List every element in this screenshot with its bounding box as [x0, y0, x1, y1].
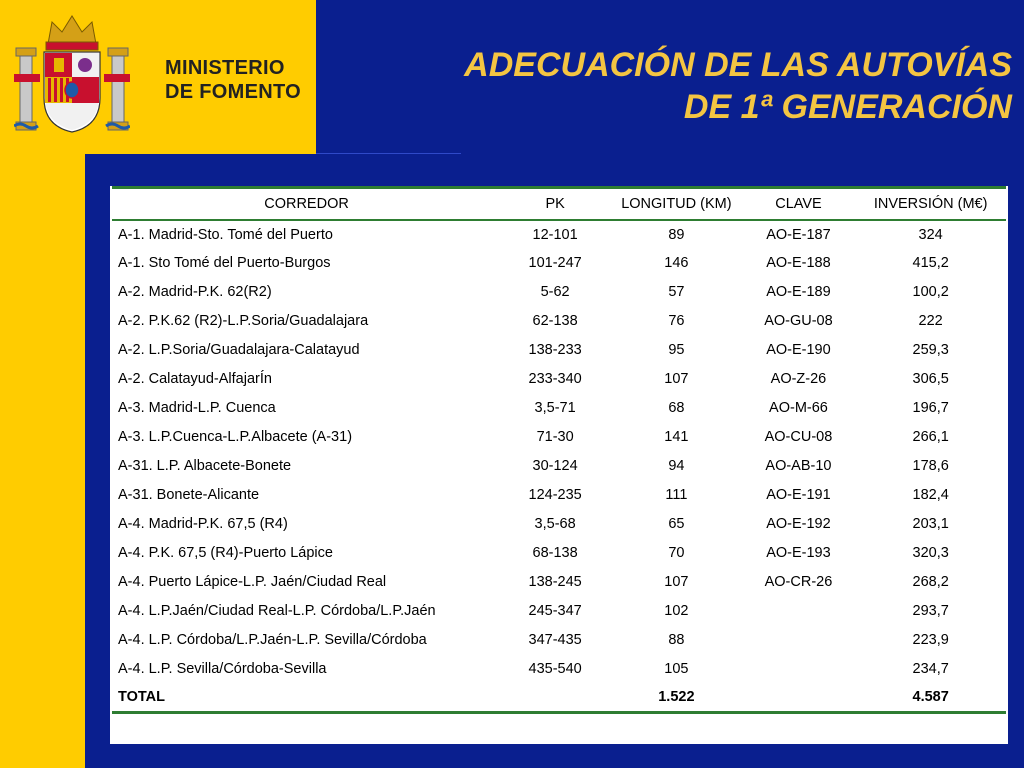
cell-clave: AO-E-190: [766, 342, 831, 358]
cell-longitud: 105: [664, 661, 689, 677]
cell-longitud: 95: [668, 342, 685, 358]
cell-clave: AO-AB-10: [765, 458, 832, 474]
cell-pk: 62-138: [532, 313, 578, 329]
cell-longitud: 107: [664, 574, 689, 590]
coat-of-arms-icon: [14, 14, 130, 136]
cell-longitud: 65: [668, 516, 685, 532]
cell-longitud: 107: [664, 371, 689, 387]
cell-inversion: 203,1: [912, 516, 949, 532]
cell-corredor: A-4. L.P.Jaén/Ciudad Real-L.P. Córdoba/L.P.Jaén: [118, 603, 436, 619]
cell-pk: 124-235: [528, 487, 582, 503]
cell-clave: AO-E-188: [766, 255, 831, 271]
cell-corredor: A-31. Bonete-Alicante: [118, 487, 260, 503]
total-cell-longitud: 1.522: [611, 684, 741, 713]
cell-corredor: A-31. L.P. Albacete-Bonete: [118, 458, 292, 474]
cell-longitud: 111: [665, 487, 688, 503]
cell-pk: 71-30: [536, 429, 574, 445]
cell-longitud: 57: [668, 284, 685, 300]
cell-pk: 3,5-68: [534, 516, 576, 532]
cell-pk: 138-233: [528, 342, 582, 358]
total-cell-clave: [742, 684, 856, 713]
cell-clave: AO-Z-26: [770, 371, 827, 387]
page-title: [464, 44, 1012, 128]
table-row: [112, 365, 1006, 394]
table-row: [112, 249, 1006, 278]
cell-clave: AO-CU-08: [764, 429, 833, 445]
header-longitud: LONGITUD (KM): [611, 188, 741, 220]
ministry-logo-block: [0, 0, 316, 154]
cell-clave: AO-M-66: [769, 400, 828, 416]
cell-longitud: 89: [668, 226, 685, 243]
cell-inversion: 293,7: [912, 603, 949, 619]
cell-pk: 245-347: [528, 603, 582, 619]
cell-longitud: 141: [664, 429, 689, 445]
header-divider: [316, 153, 461, 154]
cell-inversion: 324: [918, 226, 943, 243]
total-cell-inversion: 4.587: [855, 684, 1006, 713]
cell-clave: AO-GU-08: [764, 313, 833, 329]
table-row: [112, 626, 1006, 655]
cell-pk: 5-62: [540, 284, 570, 300]
cell-inversion: 266,1: [912, 429, 949, 445]
cell-inversion: 259,3: [912, 342, 949, 358]
table-panel: [110, 186, 1008, 744]
page-title-line1: ADECUACIÓN DE LAS AUTOVÍAS: [464, 46, 1012, 84]
cell-inversion: 320,3: [912, 545, 949, 561]
total-cell-corredor: TOTAL: [112, 684, 499, 713]
table-row: [112, 307, 1006, 336]
cell-corredor: A-2. Calatayud-AlfajarÍn: [118, 371, 272, 387]
cell-longitud: 146: [664, 255, 689, 271]
table-row: [112, 481, 1006, 510]
table-body: [112, 220, 1006, 713]
cell-clave: AO-E-192: [766, 516, 831, 532]
cell-corredor: A-4. Puerto Lápice-L.P. Jaén/Ciudad Real: [118, 574, 387, 590]
cell-inversion: 100,2: [912, 284, 949, 300]
header-clave: CLAVE: [742, 188, 856, 220]
cell-pk: 12-101: [532, 226, 578, 243]
cell-inversion: 196,7: [912, 400, 949, 416]
cell-pk: 347-435: [528, 632, 582, 648]
cell-clave: AO-E-193: [766, 545, 831, 561]
table-row: [112, 278, 1006, 307]
page-title-line2: DE 1ª GENERACIÓN: [683, 88, 1012, 126]
table-row: [112, 597, 1006, 626]
cell-corredor: A-1. Sto Tomé del Puerto-Burgos: [118, 255, 331, 271]
header-inversion: INVERSIÓN (M€): [855, 188, 1006, 220]
table-row: [112, 336, 1006, 365]
cell-longitud: 88: [668, 632, 685, 648]
cell-inversion: 415,2: [912, 255, 949, 271]
cell-inversion: 182,4: [912, 487, 949, 503]
cell-pk: 101-247: [528, 255, 582, 271]
table-row: [112, 510, 1006, 539]
ministry-name: [165, 56, 301, 104]
cell-clave: [742, 655, 856, 684]
cell-corredor: A-4. Madrid-P.K. 67,5 (R4): [118, 516, 288, 532]
ministry-name-line2: DE FOMENTO: [165, 81, 301, 103]
cell-longitud: 76: [668, 313, 685, 329]
table-header-row: [112, 188, 1006, 220]
cell-inversion: 268,2: [912, 574, 949, 590]
ministry-name-line1: MINISTERIO: [165, 57, 285, 79]
cell-pk: 138-245: [528, 574, 582, 590]
cell-inversion: 306,5: [912, 371, 949, 387]
cell-corredor: A-4. P.K. 67,5 (R4)-Puerto Lápice: [118, 545, 333, 561]
cell-corredor: A-3. Madrid-L.P. Cuenca: [118, 400, 276, 416]
cell-longitud: 68: [668, 400, 685, 416]
header-pk: PK: [499, 188, 611, 220]
investment-table: [112, 186, 1006, 714]
total-cell-pk: [499, 684, 611, 713]
table-row: [112, 452, 1006, 481]
cell-inversion: 234,7: [912, 661, 949, 677]
cell-longitud: 94: [668, 458, 685, 474]
cell-clave: AO-E-191: [766, 487, 831, 503]
cell-clave: [742, 626, 856, 655]
cell-clave: AO-E-187: [766, 226, 831, 243]
cell-corredor: A-4. L.P. Sevilla/Córdoba-Sevilla: [118, 661, 327, 677]
cell-corredor: A-2. P.K.62 (R2)-L.P.Soria/Guadalajara: [118, 313, 369, 329]
cell-pk: 3,5-71: [534, 400, 576, 416]
cell-inversion: 222: [918, 313, 943, 329]
header-corredor: CORREDOR: [112, 188, 499, 220]
cell-inversion: 223,9: [912, 632, 949, 648]
cell-inversion: 178,6: [912, 458, 949, 474]
cell-clave: AO-CR-26: [764, 574, 833, 590]
cell-longitud: 102: [664, 603, 689, 619]
cell-clave: AO-E-189: [766, 284, 831, 300]
cell-pk: 68-138: [532, 545, 578, 561]
cell-pk: 435-540: [528, 661, 582, 677]
cell-corredor: A-1. Madrid-Sto. Tomé del Puerto: [118, 226, 333, 243]
table-row: [112, 423, 1006, 452]
cell-corredor: A-4. L.P. Córdoba/L.P.Jaén-L.P. Sevilla/Córdoba: [118, 632, 427, 648]
cell-pk: 233-340: [528, 371, 582, 387]
table-row: [112, 220, 1006, 249]
cell-corredor: A-2. Madrid-P.K. 62(R2): [118, 284, 272, 300]
cell-clave: [742, 597, 856, 626]
cell-corredor: A-2. L.P.Soria/Guadalajara-Calatayud: [118, 342, 360, 358]
table-row: [112, 655, 1006, 684]
table-total-row: [112, 684, 1006, 713]
table-row: [112, 394, 1006, 423]
cell-pk: 30-124: [532, 458, 578, 474]
table-row: [112, 568, 1006, 597]
cell-longitud: 70: [668, 545, 685, 561]
cell-corredor: A-3. L.P.Cuenca-L.P.Albacete (A-31): [118, 429, 353, 445]
table-row: [112, 539, 1006, 568]
